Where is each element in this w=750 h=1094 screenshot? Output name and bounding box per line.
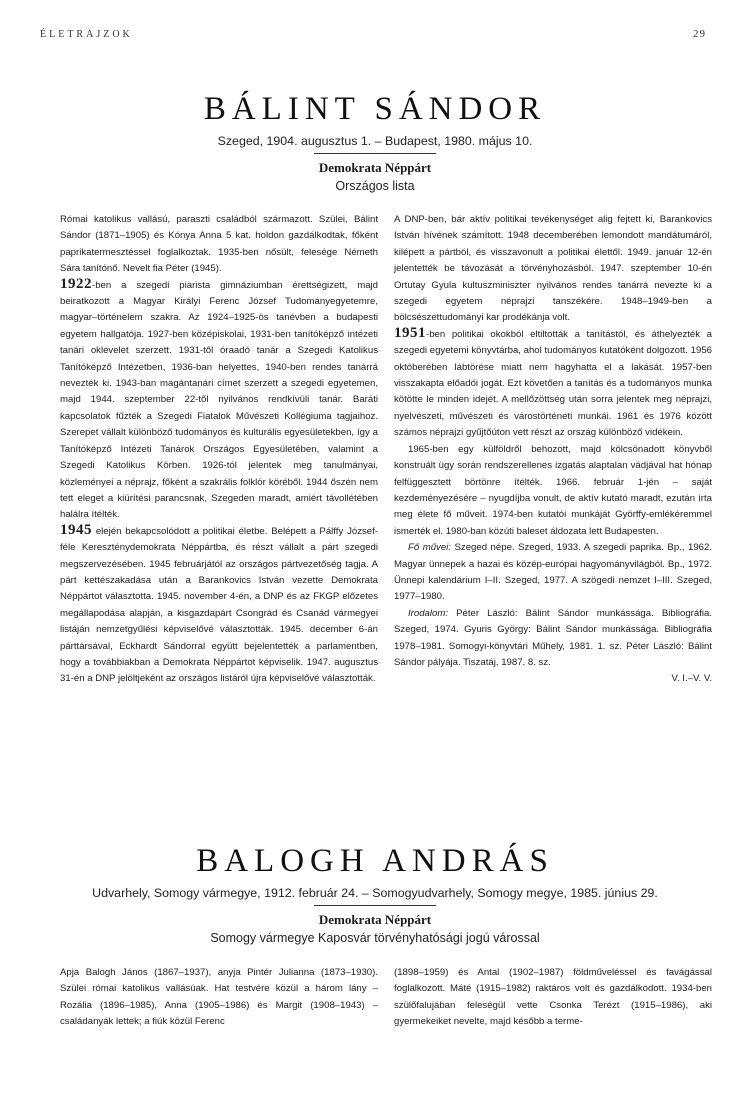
paragraph: 1922-ben a szegedi piarista gimnáziumban érettségizett, majd beiratkozott a Magyar Királyi Ferenc József Tudományegyetemre, magyar–történelem szakra. Az 1924–1925-ös tanévben a budapesti egyetem hallgatója. 1927-ben középiskolai, 1931-ben tanítóképző intézeti tanári oklevelet szerzett. 1931-től óraadó tanár a Szegedi Katolikus Tanítóképző Intézetben, 1936-ban helyettes, 1940-ben rendes tanárrá nevezték ki. 1943-ban magántanári címet szerzett a szegedi egyetemen, majd 1944. szeptember 22-től nyilvános rendkívüli tanár. Baráti kapcsolatok fűzték a Szegedi Fiatalok Művészeti Kollégiuma tagjaihoz. Szerepet vállalt különböző tudományos és kulturális egyesületekben, így a Tanítóképző Intézeti Tanárok Országos Egyesületében, valamint a Szegedi Katolikus Körben. 1926-tól jelentek meg tanulmányai, közleményei a néprajz, főként a szakrális folklór köréből. 1944 őszén nem tett eleget a kiürítési parancsnak, Szegeden maradt, amiért távollétében halálra ítélték. <box>60 275 378 521</box>
paragraph: Fő művei: Szeged népe. Szeged, 1933. A szegedi paprika. Bp., 1962. Magyar ünnepek a hazai és közép-európai hagyományvilágból. Bp., 1972. Ünnepi kalendárium I–II. Szeged, 1977. A szögedi nemzet I–III. Szeged, 1977–1980. <box>394 542 713 603</box>
literature-label: Irodalom: <box>408 607 448 619</box>
paragraph: Apja Balogh János (1867–1937), anyja Pintér Julianna (1873–1930). Szülei római katolikus vallásúak. Hat testvére közül a három lány – Rozália (1896–1985), Anna (1905–1986) és Margit (1908–1943) – családanyák lettek; a fiúk közül Ferenc <box>60 967 378 1028</box>
entry-dates: Szeged, 1904. augusztus 1. – Budapest, 1980. május 10. <box>217 134 533 148</box>
right-column <box>394 212 712 688</box>
entry-list: Somogy vármegye Kaposvár törvényhatósági jogú várossal <box>210 931 540 945</box>
left-column <box>60 965 378 1031</box>
works-label: Fő művei: <box>408 542 451 554</box>
year-marker: 1951 <box>394 324 426 341</box>
entry-body-balogh <box>60 965 712 1031</box>
left-column <box>60 212 378 688</box>
page-number: 29 <box>693 28 706 40</box>
entry-list: Országos lista <box>335 179 415 193</box>
paragraph: Irodalom: Péter László: Bálint Sándor munkássága. Bibliográfia. Szeged, 1974. Gyuris György: Bálint Sándor munkássága. Bibliográfia 1978–1981. Somogyi-könyvtári Műhely, 1981. 1. sz. Péter László: Bálint Sándor pályája. Tiszatáj, 1987. 8. sz. <box>394 607 712 668</box>
running-head <box>40 28 706 40</box>
author-signature: V. I.–V. V. <box>671 673 712 685</box>
paragraph: Római katolikus vallású, paraszti családból származott. Szülei, Bálint Sándor (1871–1905) és Kónya Anna 5 kat. holdon gazdálkodtak, főként paprikatermesztéssel foglalkoztak. 1935-ben nősült, felesége Németh Sára tanítónő. Nevelt fia Péter (1945). <box>60 214 378 275</box>
divider-rule <box>314 905 436 906</box>
paragraph: 1965-ben egy külföldről behozott, majd kölcsönadott könyvből konstruált ügy során rendszerellenes izgatás alaptalan vádjával hat hónap felfüggesztett börtönre ítélték. 1966. február 1-jén – saját kezdeményezésére – nyugdíjba vonult, de aktív kutató maradt, ezután írta meg élete fő műveit. 1974-ben kutatói munkáját Györffy-emlékéremmel ismerték el. 1980-ban közúti baleset áldozata lett Budapesten. <box>394 443 712 537</box>
paragraph: 1945 elején bekapcsolódott a politikai életbe. Belépett a Pálffy József-féle Kereszténydemokrata Néppártba, és részt vállalt a párt szegedi megszervezésében. 1945 februárjától az országos pártvezetőség tagja. A párt kettészakadása után a Barankovics István vezette Demokrata Néppártot választotta. 1945. november 4-én, a DNP és az FKGP előzetes megállapodása alapján, a kisgazdapárt Csongrád és Csanád vármegyei listáján nemzetgyűlési képviselővé választották. 1945. december 6-án párttársával, Eckhardt Sándorral együtt bejelentették a parlamentben, hogy a továbbiakban a Demokrata Néppártot képviselik. 1947. augusztus 31-én a DNP jelöltjeként az országos listáról újra képviselővé választották. <box>60 521 378 685</box>
entry-party: Demokrata Néppárt <box>318 912 432 927</box>
paragraph: 1951-ben politikai okokból eltiltották a tanítástól, és áthelyezték a szegedi egyetemi könyvtárba, ahol tudományos kutatóként dolgozott. 1956 októberében lábtörése miatt nem hagyhatta el a lakását. 1957-ben visszakapta előadói jogát. Ezt követően a tanítás és a tudományos munka kötötte le minden idejét. A mellőzöttség után sorra jelentek meg néprajzi, nyelvészeti, művészeti és várostörténeti munkái. 1961 és 1976 között számos néprajzi gyűjtőúton vett részt az ország különböző vidékein. <box>394 324 712 439</box>
entry-body-balint <box>60 212 712 688</box>
paragraph: (1898–1959) és Antal (1902–1987) földműveléssel és favágással foglalkozott. Máté (1915–1982) raktáros volt és gazdálkodott. 1934-ben szülőfalujában feleségül vette Csonka Terézt (1915–1986), aki gyermekeiket nevelte, majd később a terme- <box>394 967 712 1028</box>
entry-header-balogh <box>40 842 710 945</box>
right-column <box>394 965 712 1031</box>
divider-rule <box>314 153 436 154</box>
entry-name: BALOGH ANDRÁS <box>196 843 554 879</box>
entry-header-balint <box>40 90 710 193</box>
entry-name: BÁLINT SÁNDOR <box>203 91 547 127</box>
entry-dates: Udvarhely, Somogy vármegye, 1912. február 24. – Somogyudvarhely, Somogy megye, 1985. június 29. <box>92 886 658 900</box>
section-title: ÉLETRAJZOK <box>40 29 133 40</box>
year-marker: 1922 <box>60 275 92 292</box>
paragraph: A DNP-ben, bár aktív politikai tevékenységet alig fejtett ki, Barankovics István hívének számított. 1948 decemberében lemondott mandátumáról, kilépett a pártból, és visszavonult a politikai élettől. 1949. január 12-én jelentették be távozását a törvényhozásból. 1947. szeptember 10-én Ortutay Gyula kultuszminiszter nyilvános rendes tanárrá nevezte ki a szegedi egyetem néprajzi tanszékére. 1948–1949-ben a bölcsészettudományi kar prodékánja volt. <box>394 214 712 324</box>
entry-party: Demokrata Néppárt <box>318 160 432 175</box>
year-marker: 1945 <box>60 521 92 538</box>
